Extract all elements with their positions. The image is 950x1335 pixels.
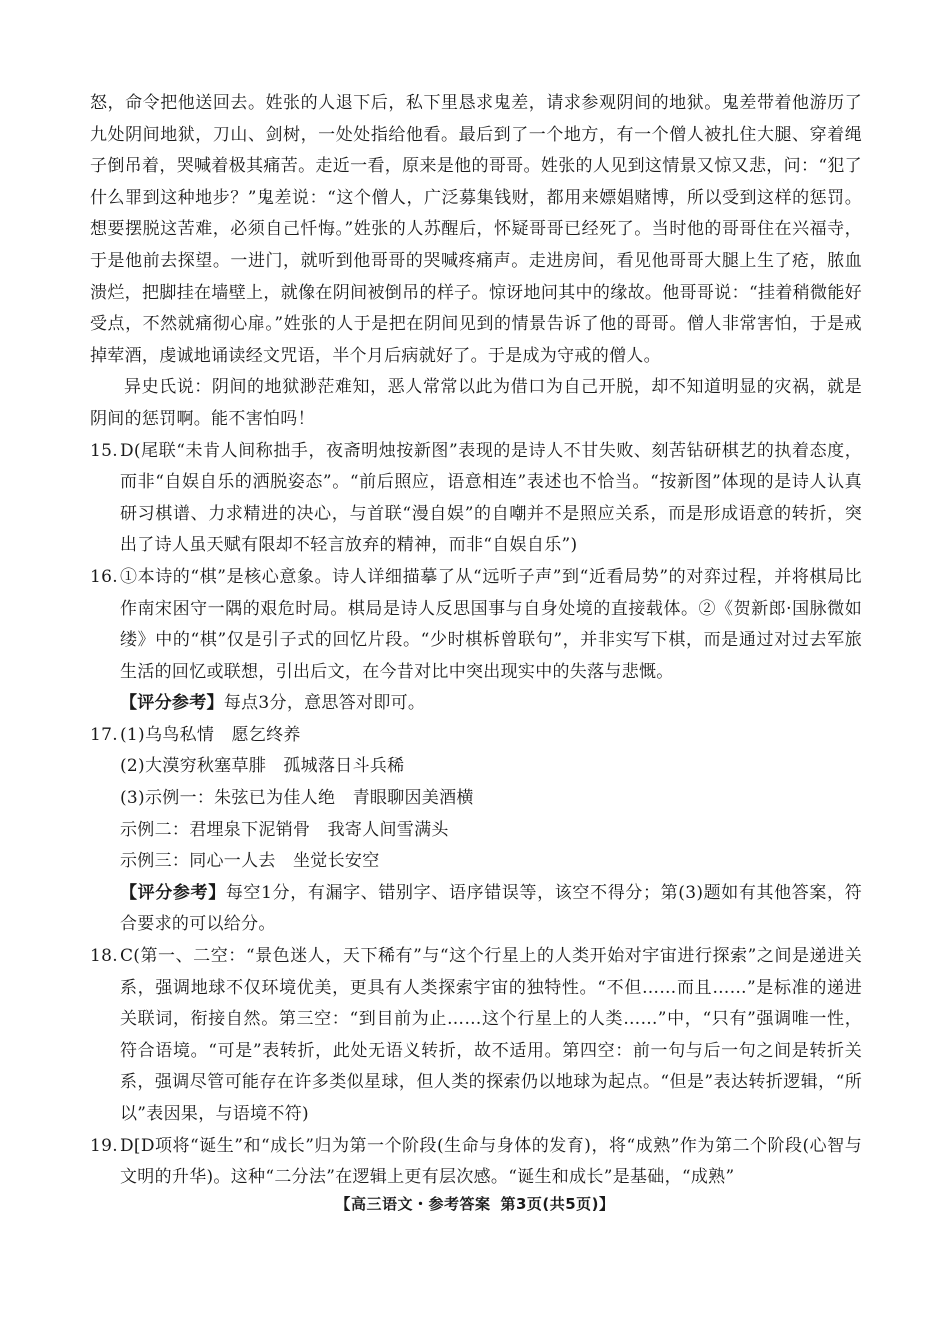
- answer-line: 示例二：君埋泉下泥销骨 我寄人间雪满头: [120, 819, 449, 840]
- answer-line: (1)乌鸟私情 愿乞终养: [120, 724, 301, 745]
- scoring-reference-text: 每点3分，意思答对即可。: [223, 693, 426, 714]
- question-number: 15.: [90, 440, 118, 461]
- story-paragraph-2: 异史氏说：阴间的地狱渺茫难知，恶人常常以此为借口为自己开脱，却不知道明显的灾祸，就是阴间的惩罚啊。能不害怕吗！: [90, 377, 862, 429]
- answer-text: ①本诗的“棋”是核心意象。诗人详细描摹了从“远听子声”到“近看局势”的对弈过程，并将棋局比作南宋困守一隅的艰危时局。棋局是诗人反思国事与自身处境的直接载体。②《贺新郎·国脉微如缕》中的“棋”仅是引子式的回忆片段。“少时棋柝曾联句”，并非实写下棋，而是通过对过去军旅生活的回忆或联想，引出后文，在今昔对比中突出现实中的失落与悲慨。: [120, 566, 862, 682]
- scoring-reference-16: [90, 688, 862, 720]
- answer-line: (2)大漠穷秋塞草腓 孤城落日斗兵稀: [120, 756, 405, 777]
- question-number: 18.: [90, 946, 118, 967]
- scoring-reference-17: [90, 878, 862, 941]
- answer-15: [90, 436, 862, 562]
- page-footer: [0, 1193, 950, 1214]
- footer-subject: 高三语文・参考答案: [350, 1195, 491, 1213]
- answer-line: (3)示例一：朱弦已为佳人绝 青眼聊因美酒横: [120, 788, 474, 809]
- answer-line: 示例三：同心一人去 坐觉长安空: [120, 851, 380, 872]
- answer-18: [90, 941, 862, 1131]
- question-number: 16.: [90, 566, 118, 587]
- scoring-reference-label: 【评分参考】: [120, 882, 226, 903]
- answer-19: [90, 1131, 862, 1194]
- footer-bracket-open: 【: [335, 1195, 351, 1213]
- footer-page-number: 第3页(共5页): [500, 1195, 600, 1213]
- answer-text: D(尾联“未肯人间称拙手，夜斋明烛按新图”表现的是诗人不甘失败、刻苦钻研棋艺的执着态度，而非“自娱自乐的洒脱姿态”。“前后照应，语意相连”表述也不恰当。“按新图”体现的是诗人认真研习棋谱、力求精进的决心，与首联“漫自娱”的自嘲并不是照应关系，而是形成语意的转折，突出了诗人虽天赋有限却不轻言放弃的精神，而非“自娱自乐”): [120, 440, 862, 556]
- answer-text: C(第一、二空：“景色迷人，天下稀有”与“这个行星上的人类开始对宇宙进行探索”之间是递进关系，强调地球不仅环境优美，更具有人类探索宇宙的独特性。“不但……而且……”是标准的递进关联词，衔接自然。第三空：“到目前为止……这个行星上的人类……”中，“只有”强调唯一性，符合语境。“可是”表转折，此处无语义转折，故不适用。第四空：前一句与后一句之间是转折关系，强调尽管可能存在许多类似星球，但人类的探索仍以地球为起点。“但是”表达转折逻辑，“所以”表因果，与语境不符): [120, 946, 862, 1124]
- question-number: 19.: [90, 1135, 118, 1156]
- answer-16: [90, 562, 862, 688]
- scoring-reference-label: 【评分参考】: [120, 693, 224, 714]
- answer-17: [90, 720, 862, 752]
- scoring-reference-text: 每空1分，有漏字、错别字、语序错误等，该空不得分；第(3)题如有其他答案，符合要求的可以给分。: [120, 882, 862, 935]
- question-number: 17.: [90, 724, 118, 745]
- footer-bracket-close: 】: [599, 1195, 615, 1213]
- story-paragraph-1: 怒，命令把他送回去。姓张的人退下后，私下里恳求鬼差，请求参观阴间的地狱。鬼差带着他游历了九处阴间地狱，刀山、剑树，一处处指给他看。最后到了一个地方，有一个僧人被扎住大腿、穿着绳子倒吊着，哭喊着极其痛苦。走近一看，原来是他的哥哥。姓张的人见到这情景又惊又悲，问：“犯了什么罪到这种地步？”鬼差说：“这个僧人，广泛募集钱财，都用来嫖娼赌博，所以受到这样的惩罚。想要摆脱这苦难，必须自己忏悔。”姓张的人苏醒后，怀疑哥哥已经死了。当时他的哥哥住在兴福寺，于是他前去探望。一进门，就听到他哥哥的哭喊疼痛声。走进房间，看见他哥哥大腿上生了疮，脓血溃烂，把脚挂在墙壁上，就像在阴间被倒吊的样子。惊讶地问其中的缘故。他哥哥说：“挂着稍微能好受点，不然就痛彻心扉。”姓张的人于是把在阴间见到的情景告诉了他的哥哥。僧人非常害怕，于是戒掉荤酒，虔诚地诵读经文咒语，半个月后病就好了。于是成为守戒的僧人。: [90, 93, 862, 366]
- answer-text: D[D项将“诞生”和“成长”归为第一个阶段(生命与身体的发育)，将“成熟”作为第二个阶段(心智与文明的升华)。这种“二分法”在逻辑上更有层次感。“诞生和成长”是基础，“成熟”: [120, 1135, 862, 1188]
